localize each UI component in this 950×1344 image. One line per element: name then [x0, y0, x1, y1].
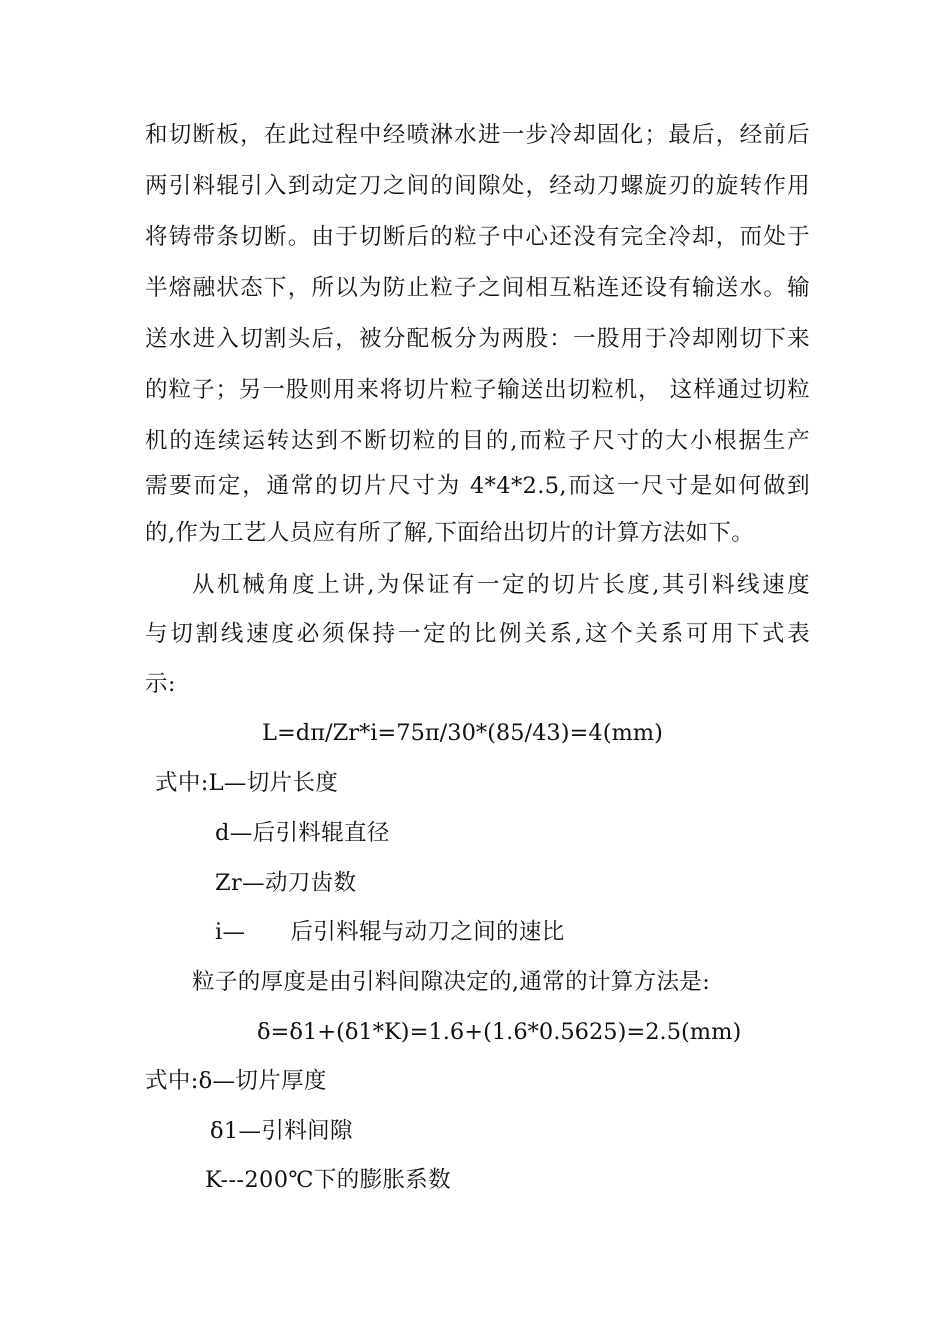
legend-2-k: K---200℃下的膨胀系数 — [205, 1167, 451, 1193]
paragraph-2-line-1: 从机械角度上讲,为保证有一定的切片长度,其引料线速度 — [192, 572, 810, 598]
legend-1-intro: 式中:L—切片长度 — [155, 770, 339, 796]
paragraph-3: 粒子的厚度是由引料间隙决定的,通常的计算方法是: — [192, 969, 711, 995]
paragraph-1-line-9: 的,作为工艺人员应有所了解,下面给出切片的计算方法如下。 — [145, 520, 755, 546]
legend-1-d: d—后引料辊直径 — [215, 820, 390, 846]
legend-2-intro: 式中:δ—切片厚度 — [145, 1068, 327, 1094]
paragraph-2-line-3: 示: — [145, 671, 176, 697]
paragraph-2-line-2: 与切割线速度必须保持一定的比例关系,这个关系可用下式表 — [145, 621, 810, 647]
formula-length: L=dπ/Zr*i=75π/30*(85/43)=4(mm) — [262, 720, 663, 746]
paragraph-1-line-7: 机的连续运转达到不断切粒的目的,而粒子尺寸的大小根据生产 — [145, 428, 810, 454]
paragraph-1-line-1: 和切断板，在此过程中经喷淋水进一步冷却固化；最后，经前后 — [145, 122, 810, 148]
legend-1-zr: Zr—动刀齿数 — [215, 870, 357, 896]
paragraph-1-line-6: 的粒子；另一股则用来将切片粒子输送出切粒机， 这样通过切粒 — [145, 377, 810, 403]
legend-2-delta1: δ1—引料间隙 — [210, 1118, 353, 1144]
paragraph-1-line-8: 需要而定，通常的切片尺寸为 4*4*2.5,而这一尺寸是如何做到 — [145, 473, 810, 499]
paragraph-1-line-4: 半熔融状态下，所以为防止粒子之间相互粘连还设有输送水。输 — [145, 275, 810, 301]
paragraph-1-line-5: 送水进入切割头后，被分配板分为两股：一股用于冷却刚切下来 — [145, 326, 810, 352]
paragraph-1-line-2: 两引料辊引入到动定刀之间的间隙处，经动刀螺旋刃的旋转作用 — [145, 173, 810, 199]
formula-thickness: δ=δ1+(δ1*K)=1.6+(1.6*0.5625)=2.5(mm) — [257, 1019, 742, 1045]
paragraph-1-line-3: 将铸带条切断。由于切断后的粒子中心还没有完全冷却，而处于 — [145, 224, 810, 250]
legend-1-i: i— 后引料辊与动刀之间的速比 — [215, 919, 565, 945]
